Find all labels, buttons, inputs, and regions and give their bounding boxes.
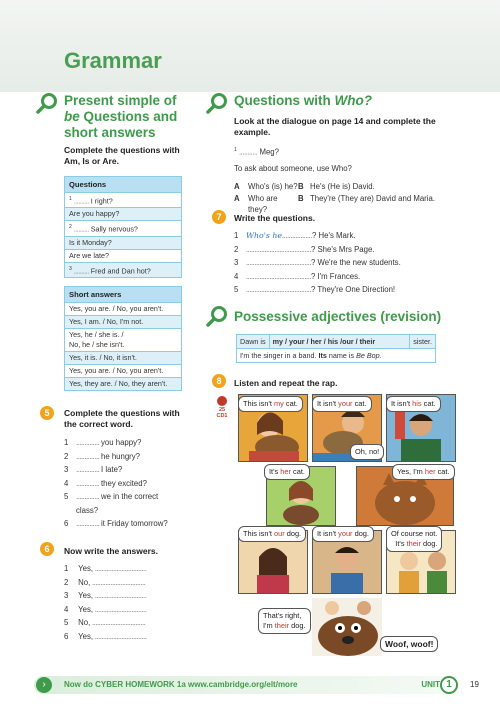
arrow-right-icon: ›: [36, 677, 52, 693]
speech-bubble: This isn't our dog.: [238, 526, 306, 542]
speech-bubble: It isn't your cat.: [312, 396, 372, 412]
present-simple-instruction: Complete the questions with Am, Is or Are.: [64, 145, 180, 166]
exercise-8-number: 8: [212, 374, 226, 388]
footer-bar: › Now do CYBER HOMEWORK 1a www.cambridge.org/elt/more UNIT: [34, 676, 448, 694]
cd-icon: [217, 396, 227, 406]
cyber-homework-link[interactable]: Now do CYBER HOMEWORK 1a www.cambridge.org/elt/more: [64, 680, 298, 689]
questions-who-example: $^1$ ........... Meg?: [234, 147, 279, 157]
exercise-7-list: 1 Who's he .................. ? He's Mark. 2 ....................................... ? She's Mrs Page. 3 ....................................... ? We're the new students. 4 ....................................... ? I'm Frances. 5 ....................................... ? They're One Direction!: [234, 231, 401, 294]
page-title: Grammar: [64, 48, 162, 73]
magnifier-icon: [206, 305, 228, 327]
short-answers-table: Short answers Yes, you are. / No, you aren't. Yes, I am. / No, I'm not. Yes, he / she is. / No, he / she isn't. Yes, it is. / No, it isn't. Yes, you are. / No, you aren't. Yes, they are. / No, they aren't.: [64, 286, 182, 391]
speech-bubble: It isn't his cat.: [386, 396, 441, 412]
speech-bubble: That's right, I'm their dog.: [258, 608, 311, 634]
speech-bubble: It isn't your dog.: [312, 526, 374, 542]
exercise-6-list: 1 Yes, ............................... 2 No, ................................ 3 Yes, ............................... 4 Yes, ............................... 5 No, ................................ 6 Yes, ...............................: [64, 564, 147, 641]
present-simple-heading: Present simple of be Questions and short answers: [64, 93, 178, 140]
exercise-5-number: 5: [40, 406, 54, 420]
page-number: 19: [470, 680, 479, 689]
questions-who-note: To ask about someone, use Who?: [234, 164, 352, 173]
magnifier-icon: [36, 92, 58, 114]
dog-illustration: [312, 598, 382, 656]
header-band: [0, 0, 500, 92]
speech-bubble: It's her cat.: [264, 464, 310, 480]
possessive-table: Dawn is my / your / her / his /our / their sister. I'm the singer in a band. Its name is Be Bop.: [236, 334, 436, 363]
unit-number: 1: [440, 676, 458, 694]
exercise-5-title: Complete the questions with the correct word.: [64, 408, 180, 429]
speech-bubble: Oh, no!: [350, 444, 384, 460]
exercise-5-list: 1 .............. you happy? 2 .............. he hungry? 3 .............. I late? 4 .............. they excited? 5 .............. we in the correct class? 6 .............. it Friday tomorrow?: [64, 438, 168, 528]
exercise-6-title: Now write the answers.: [64, 546, 158, 556]
speech-bubble: Of course not. It's their dog.: [386, 526, 442, 552]
exercise-8-title: Listen and repeat the rap.: [234, 378, 338, 388]
cd-track-badge: 25 CD1: [214, 396, 230, 419]
exercise-6-number: 6: [40, 542, 54, 556]
possessive-heading: Possessive adjectives (revision): [234, 309, 442, 324]
speech-bubble: Woof, woof!: [380, 636, 438, 652]
magnifier-icon: [206, 92, 228, 114]
who-answers: A Who's (is) he? B He's (He is) David. A Who are they? B They're (They are) David and Maria.: [234, 182, 435, 214]
cartoon-panel: [312, 598, 382, 656]
exercise-7-number: 7: [212, 210, 226, 224]
rap-cartoon: [236, 394, 456, 656]
questions-table: Questions $^1$ .......... I right? Are you happy? $^2$ .......... Sally nervous? Is it Monday? Are we late? $^3$ .......... Fred and Dan hot?: [64, 176, 182, 278]
questions-who-instruction: Look at the dialogue on page 14 and complete the example.: [234, 116, 436, 137]
questions-who-heading: Questions with Who?: [234, 93, 373, 108]
speech-bubble: This isn't my cat.: [238, 396, 303, 412]
speech-bubble: Yes, I'm her cat.: [392, 464, 455, 480]
exercise-7-title: Write the questions.: [234, 213, 316, 223]
